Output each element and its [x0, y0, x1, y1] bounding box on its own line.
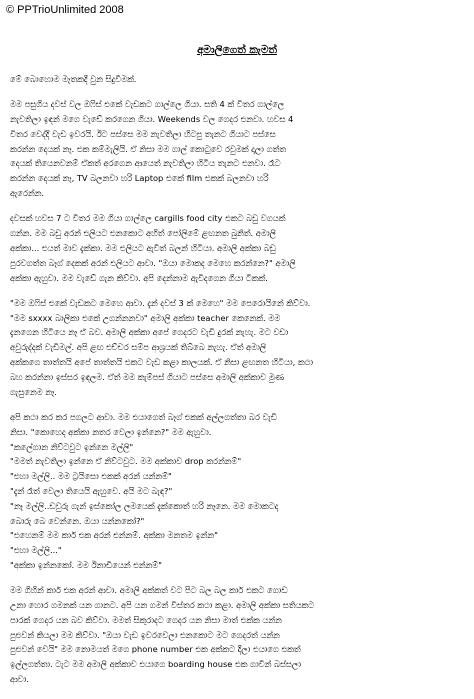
text-line: "අක්කා ඉන්නකෝ. මම ඊනාඩියෙන් එන්නම්" — [10, 559, 162, 570]
paragraph — [10, 296, 468, 400]
text-line: ආවා. — [10, 673, 29, 684]
paragraph-gap — [10, 573, 468, 584]
text-line: මම ගිහින් කාර් එක අරන් ආවා. අමාලි අක්කත් වට පිට බල බල කාර් එකට ගොඩ — [10, 585, 288, 596]
text-line: අක්කගෙ තාත්තයි අපේ තාත්තයි එකට වැඩ කළා කාලයක්. ඒ නිසා ළඟනත හිටියා, කථා — [10, 357, 314, 368]
text-line: පුරවගත්ත බෑග් දෙකක් අරන් එලියට ආවා. "ඔයා මොකද මෙහෙ කරන්නෙ?" අමාලි — [10, 257, 296, 268]
story-body — [10, 72, 468, 687]
text-line: "එහා මල්ලි..." — [10, 545, 62, 556]
text-line: පාරක් ගෙදර යන බව කිව්වා. මමත් සිකුරාදට ගෙදර යන නිසා මාත් එක්ක යන්න — [10, 614, 282, 625]
paragraph-gap — [10, 399, 468, 410]
text-line: අක්කා... එයත් මාව දැක්කා. මම එලියට ඇවිත් බලන් හිටියා. අමාලි අක්කා බඩු — [10, 242, 276, 253]
text-line: "මම sxxxx බාලිකා එකේ උගන්නනවා" අමාලි අක්කා teacher කෙනෙක්. මම — [10, 312, 281, 323]
text-line: ගැසුනෙම නෑ. — [10, 386, 57, 397]
story-title-text: අමාලිගෙත් කැමත් — [197, 44, 277, 56]
text-line: "නෑ මල්ලි..ඩවුරු ගැන් ඉස්කෝල ලමයෙක් දැක්කොත් හරි නෑනෙ. මම මොකටද — [10, 500, 279, 511]
paragraph — [10, 211, 468, 285]
text-line: ගන්න. මම බඩු අරන් එලියට එනකොට අහිත් පෝලිමේ ළඟනත බුනිත්. අමාලි — [10, 228, 276, 239]
text-line: බොරු බෙ වෙන්නෙ. ඔයා යන්නකෝ?" — [10, 515, 145, 526]
text-line: අවුරුද්දක් වැඩිමල්. අපි ළඟ එච්චර සම්ප ආශ්‍රයක් තිබ්බෙ නැහැ. ඒත් අමාලි — [10, 342, 267, 353]
text-line: නැවතිලා ඉඳන් මගෙ වැඩේ කරගෙන ගියා. Weekends වල ගෙදර එනවා. හවස 4 — [10, 114, 294, 125]
text-line: කරන්න දෙයක් නෑ. එක කම්මැලියි. ඒ නිසා මම ගාල් කොටුවෙ රවුමක් දාලා ගත්ත — [10, 143, 286, 154]
paragraph-gap — [10, 201, 468, 212]
text-line: අක්කා ඇහුවා. මම වැඩේ ගැන කිව්වා. අපි දෙන්නාම ඇවිදගෙන ගියා ටිකක්. — [10, 272, 268, 283]
text-line: අපි කථා කර කර පගලට ආවා. මම එයාගෙත් බෑග් එකක් අල්ලගත්තා බර වැඩි — [10, 411, 277, 422]
paragraph-gap — [10, 87, 468, 98]
text-line: දෙයක් තියෙනවනම් ඒකත් අරගෙන ආයෙත් නැවතිලා හිටිය තැනට එනවා. රෑට — [10, 158, 281, 169]
text-line: ඉල්ලගත්තා. ටැට මම අමාලි අක්කාව එයාගෙ boarding house එක ගාවින් බස්සලා — [10, 659, 301, 670]
text-line: මම පසුගිය දවස් වල ඔෆිස් එකේ වැඩකට ගාල්ලෙ ගියා. සති 4 ක් විතර ගාල්ලෙ — [10, 99, 285, 110]
paragraph — [10, 97, 468, 201]
text-line: බහ කරන්නා ඉස්සර ඉඳලම. ඒත් මම කැම්පස් ගියාට පස්සෙ අමාලි අක්කාව මුණ — [10, 371, 284, 382]
text-line: "මමත් නැවතිලා ඉන්නෙ ඒ නිව්ටවුට. මම අක්කාව drop කරන්නම්" — [10, 456, 242, 467]
text-line: දවසක් හවස 7 ට විතර මම ගියා ගාල්ලෙ cargills food city එකට බඩු වගයක් — [10, 213, 286, 224]
copyright-notice: © PPTrioUnlimited 2008 — [6, 4, 124, 16]
paragraph — [10, 583, 468, 687]
text-line: පුළුවන් වෙයි" මම නොමයත් මගෙ phone number එක අක්කට දීලා එයාගෙ එකත් — [10, 644, 301, 655]
text-line: "දැන් රෑත් වෙලා තියෙයි ඇහුවෙ. අයි මට බැඳ?" — [10, 485, 173, 496]
story-title — [0, 43, 474, 57]
paragraph — [10, 72, 468, 87]
text-line: "මම ඔෆිස් එකේ වැඩකට මෙහෙ ආවා. දැන් දවස් 3 ක් මෙහෙ" මම පෙරොයිනේ කිව්වා. — [10, 297, 311, 308]
text-line: "එහෙනම් මම කාර් එක අරන් එන්නම්. අක්කා මනතම ඉන්න" — [10, 530, 218, 541]
text-line: ඇරෙන්න. — [10, 188, 44, 199]
paragraph — [10, 410, 468, 573]
paragraph-gap — [10, 285, 468, 296]
text-line: උනා හොර ගමනක් යන ගානට. අපි යන ගමන් විස්තර කථා කළා. අමාලි අක්කා සතියකට — [10, 600, 315, 610]
text-line: මේ බොහොම මෑතකදී වුන සිදුවීමක්. — [10, 74, 137, 84]
text-line: "එහා මල්ලි.. මම ට්‍රයිසො එකක් අරන් යන්නම්" — [10, 471, 172, 482]
text-line: "කලේගාන නිව්ටවුට ඉන්නෙ මල්ලි" — [10, 441, 134, 452]
text-line: නිසා. "කොහෙද අක්කා නතර වෙලා ඉන්නෙ?" මම ඇහුවා. — [10, 426, 212, 437]
text-line: දැනගෙන හිටියෙ නෑ ඒ බව. අමාලි අක්කා අපේ ගෙදරට වැඩි දුරක් නැහැ. මට වඩා — [10, 327, 289, 338]
text-line: විතර වෙද්දි වැඩ ඉවරයි. ඊට පස්සෙ මම නැවතිලා හිටපු තැනට ගියාට පස්සෙ — [10, 128, 276, 139]
text-line: පුළුවන් කියලා මම කිව්වා. "ඔයා වැඩ ඉවරවෙලා එනකොට මට ගෙදරත් යන්න — [10, 629, 280, 640]
text-line: කරන්න දෙයක් නෑ, TV බලනවා හරි Laptop එකේ film එකක් බලනවා හරි — [10, 173, 269, 184]
